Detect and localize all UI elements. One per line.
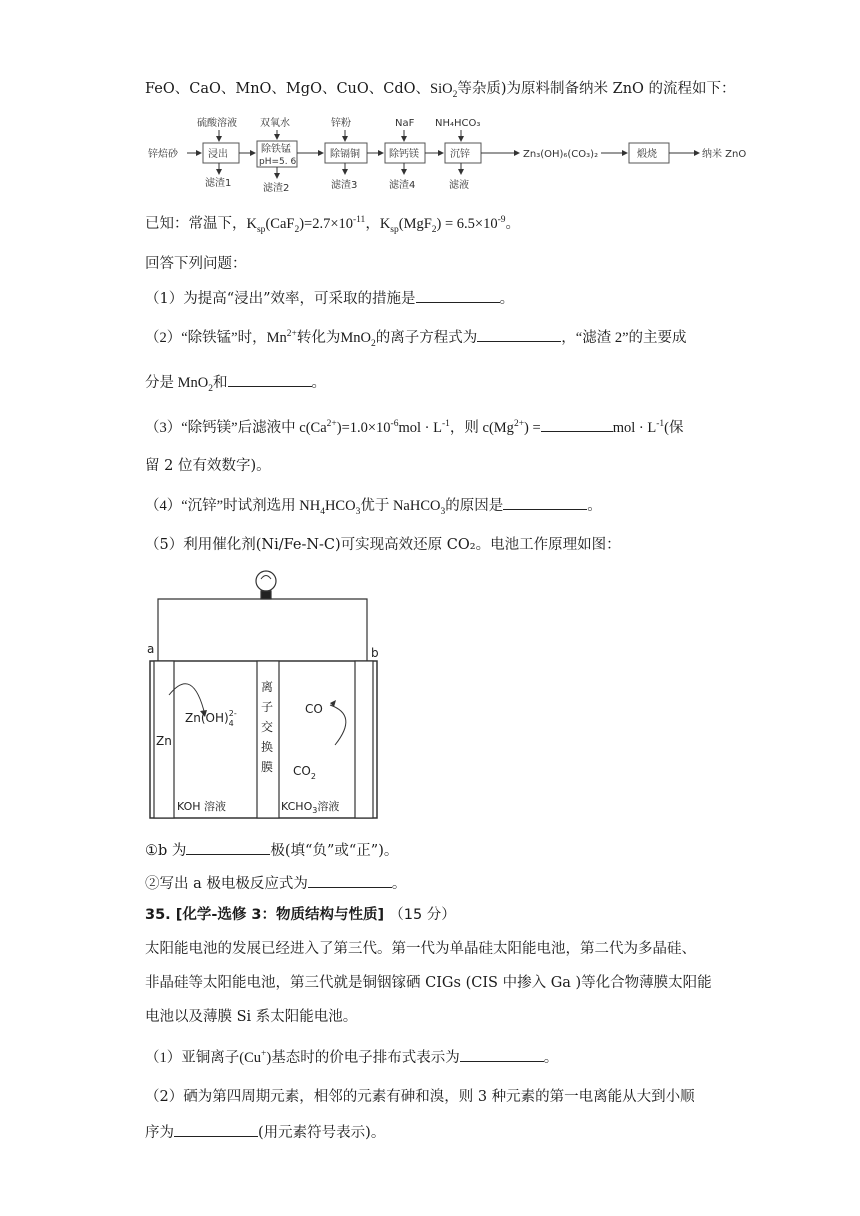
question-5-1: ①b 为 极(填“负”或“正”)。: [145, 840, 398, 861]
section-35-heading: 35. [化学-选修 3：物质结构与性质] （15 分）: [145, 907, 456, 923]
intro-text-end: 等杂质)为原料制备纳米 ZnO 的流程如下：: [457, 81, 736, 97]
flow-residue-2: 滤渣2: [263, 183, 290, 194]
membrane-char-2: 子: [261, 700, 274, 714]
flow-reagent-5: NH₄HCO₃: [435, 118, 481, 129]
co2-label: $CO_2$: [293, 764, 316, 781]
question-35-2-line2: 序为 (用元素符号表示)。: [145, 1122, 385, 1143]
membrane-char-4: 换: [261, 740, 274, 754]
question-35-2: （2）硒为第四周期元素，相邻的元素有砷和溴，则 3 种元素的第一电离能从大到小顺: [145, 1089, 695, 1105]
answer-blank-q5-2[interactable]: [308, 873, 392, 888]
zincate-label: $Zn(OH)_42-$: [185, 709, 237, 728]
question-35-1: （1）亚铜离子(Cu+)基态时的价电子排布式表示为 。: [145, 1047, 558, 1068]
answer-blank-q2-equation[interactable]: [477, 327, 561, 342]
answer-prompt: 回答下列问题：: [145, 256, 247, 272]
membrane-char-1: 离: [261, 680, 274, 694]
svg-text:沉锌: 沉锌: [450, 149, 470, 160]
question-3-line2: 留 2 位有效数字)。: [145, 458, 271, 474]
question-2-line2: 分是 MnO$_2$和 。: [145, 372, 326, 393]
question-3: （3）“除钙镁”后滤液中 $c(Ca^{2+})=1.0\times 10^{-6}mol \cdot L^{-1}$，则 $c(Mg^{2+})$ = mol · $L^{-1}$(保: [145, 417, 683, 438]
paragraph-35-line1: 太阳能电池的发展已经进入了第三代。第一代为单晶硅太阳能电池，第二代为多晶硅、: [145, 941, 696, 957]
membrane-char-3: 交: [261, 720, 274, 734]
flow-residue-1: 滤渣1: [205, 178, 232, 189]
intro-line: [145, 79, 736, 99]
paragraph-35-line3: 电池以及薄膜 Si 系太阳能电池。: [145, 1009, 358, 1025]
sio2-formula: SiO$_2$: [430, 81, 458, 100]
flow-reagent-3: 锌粉: [331, 118, 351, 129]
question-5: （5）利用催化剂(Ni/Fe-N-C)可实现高效还原 CO₂。电池工作原理如图：: [145, 537, 621, 553]
svg-text:除镉铜: 除镉铜: [330, 149, 360, 160]
answer-blank-q2-residue[interactable]: [228, 372, 312, 387]
electrode-b-label: b: [371, 646, 379, 660]
svg-text:煅烧: 煅烧: [637, 149, 657, 160]
process-flow-diagram: [145, 112, 785, 202]
electrode-a-label: a: [147, 642, 155, 656]
answer-blank-q1[interactable]: [416, 288, 500, 303]
zn-label: Zn: [156, 734, 172, 748]
flow-start: 锌焙砂: [148, 149, 178, 160]
flow-residue-3: 滤渣3: [331, 180, 358, 191]
flow-reagent-1: 硫酸溶液: [197, 118, 237, 129]
question-5-2: ②写出 a 极电极反应式为 。: [145, 873, 406, 894]
question-4: （4）“沉锌”时试剂选用 $NH_4HCO_3$优于 NaHCO$_3$的原因是 。: [145, 495, 602, 516]
kcho3-label: $KCHO_3$溶液: [281, 800, 340, 815]
answer-blank-q35-1[interactable]: [460, 1047, 544, 1062]
answer-blank-q3[interactable]: [541, 417, 613, 432]
svg-text:除钙镁: 除钙镁: [389, 149, 419, 160]
koh-label: KOH 溶液: [177, 800, 227, 813]
intro-text: FeO、CaO、MnO、MgO、CuO、CdO、: [145, 81, 431, 97]
co-label: CO: [305, 702, 323, 716]
answer-blank-q5-1[interactable]: [186, 840, 270, 855]
svg-text:pH=5. 6: pH=5. 6: [259, 157, 297, 167]
flow-residue-4: 滤渣4: [389, 180, 416, 191]
flow-reagent-4: NaF: [395, 118, 415, 129]
flow-residue-5: 滤液: [449, 180, 469, 191]
membrane-char-5: 膜: [261, 760, 274, 774]
known-ksp-line: 已知：常温下，$K_{sp}(CaF_2)=2.7\times 10^{-11}$，$K_{sp}(MgF_2) = 6.5\times 10^{-9}$。: [145, 215, 521, 235]
answer-blank-q4[interactable]: [503, 495, 587, 510]
answer-blank-q35-2[interactable]: [174, 1122, 258, 1137]
svg-text:除铁锰: 除铁锰: [261, 144, 291, 155]
flow-intermediate: Zn₃(OH)₆(CO₃)₂: [523, 149, 599, 160]
svg-text:浸出: 浸出: [208, 149, 228, 160]
question-2: （2）“除铁锰”时，$Mn^{2+}$转化为MnO$_2$的离子方程式为 ，“滤渣 2”的主要成: [145, 327, 687, 348]
flow-reagent-2: 双氧水: [260, 118, 290, 129]
question-1: （1）为提高“浸出”效率，可采取的措施是 。: [145, 288, 514, 309]
paragraph-35-line2: 非晶硅等太阳能电池，第三代就是铜铟镓硒 CIGs (CIS 中掺入 Ga )等化合物薄膜太阳能: [145, 975, 712, 991]
flow-end: 纳米 ZnO: [702, 149, 747, 160]
battery-cell-diagram: [145, 565, 385, 827]
